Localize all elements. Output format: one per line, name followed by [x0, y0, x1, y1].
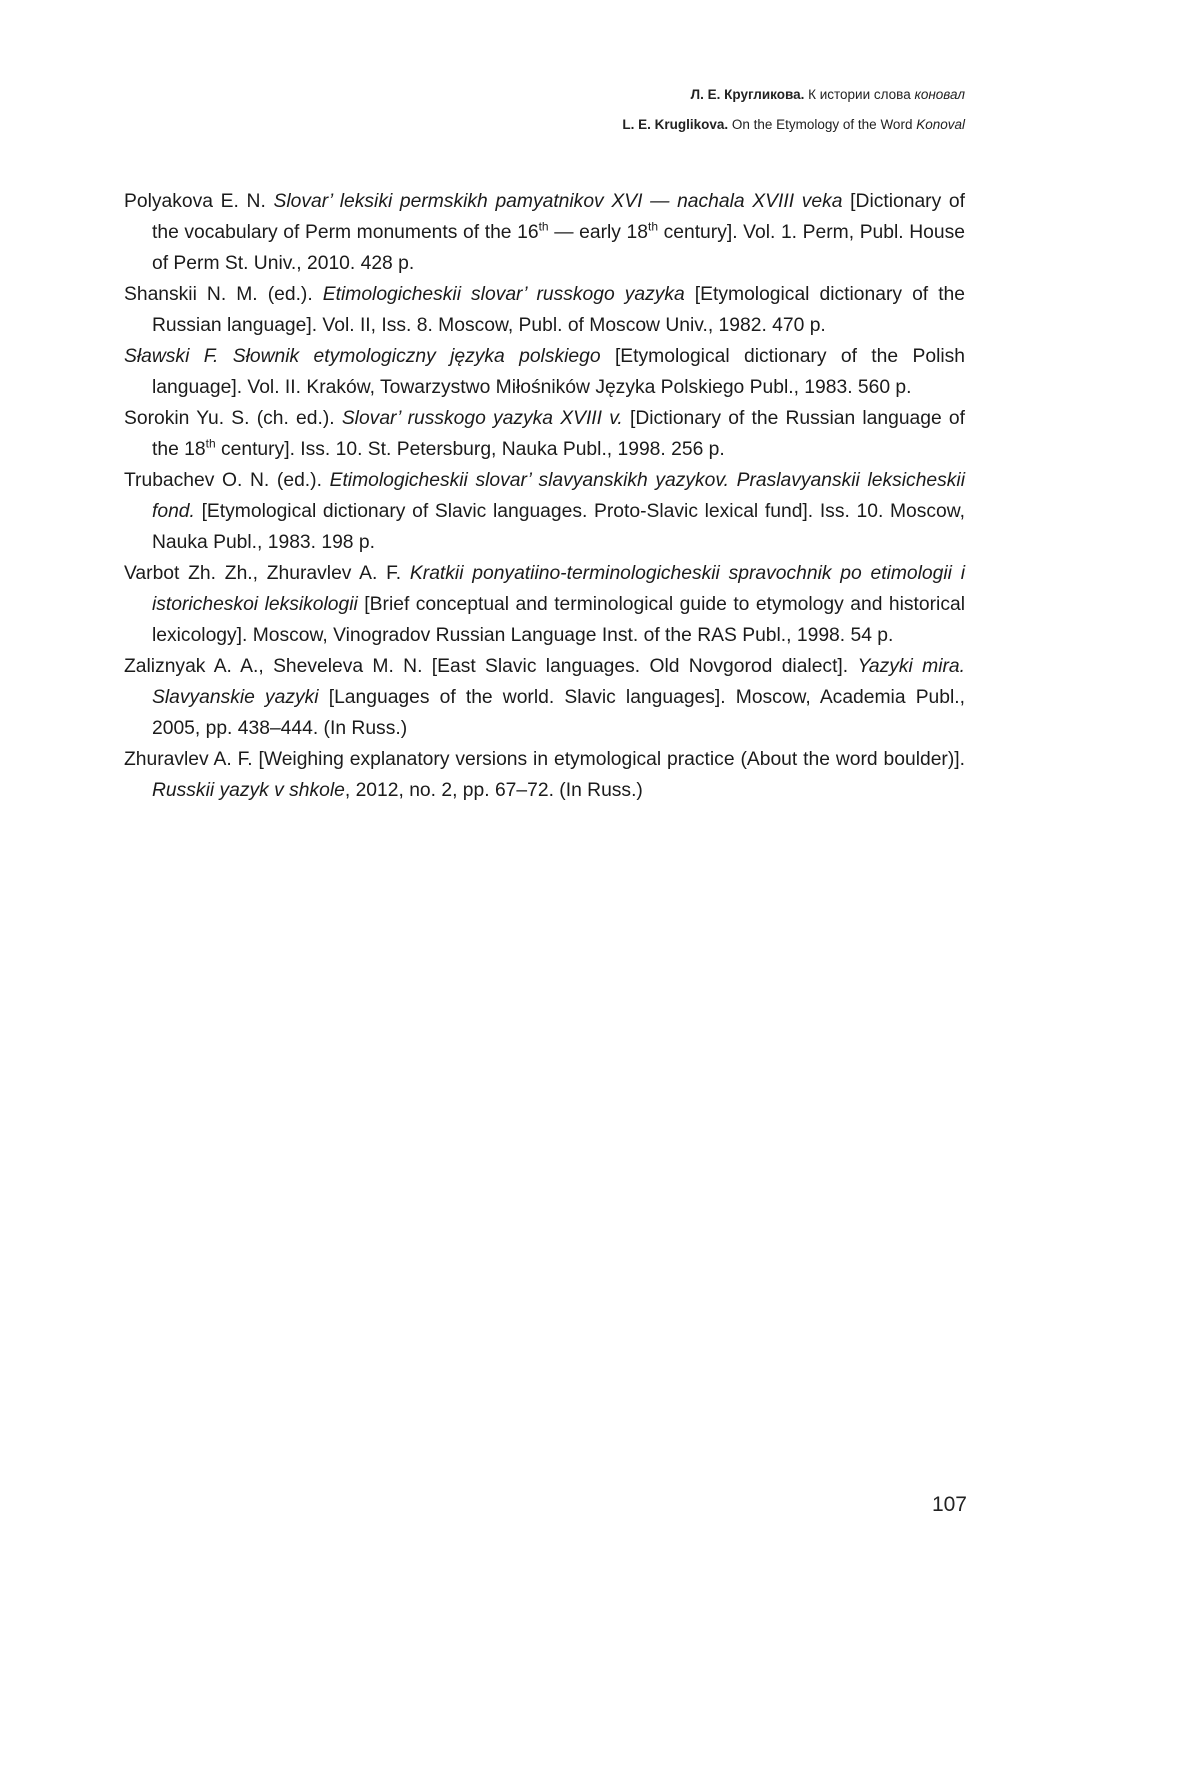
ref-text: [Etymological dictionary of the Polish language]. Vol. II. Kraków, Towarzystwo Miłośników Języka Polskiego Publ., 1983. 560 p.	[152, 346, 965, 398]
ref-text: — early 18	[548, 222, 648, 243]
reference-polyakova	[124, 186, 965, 279]
running-header-en	[622, 110, 965, 140]
reference-slawski	[124, 341, 965, 403]
reference-trubachev	[124, 465, 965, 558]
ref-author-title: Sławski F. Słownik etymologiczny języka polskiego	[124, 346, 601, 367]
ref-author: Polyakova E. N.	[124, 191, 274, 212]
ref-text: [Etymological dictionary of the Russian language]. Vol. II, Iss. 8. Moscow, Publ. of Moscow Univ., 1982. 470 p.	[152, 284, 965, 336]
ref-author: Zhuravlev A. F. [Weighing explanatory versions in etymological practice (About the word boulder)].	[124, 749, 965, 770]
ref-title: Russkii yazyk v shkole	[152, 780, 345, 801]
ref-text: [Dictionary of the vocabulary of Perm monuments of the 16	[152, 191, 965, 243]
header-title-en: On the Etymology of the Word	[728, 117, 917, 132]
reference-list	[124, 186, 965, 806]
ref-title: Etimologicheskii slovar’ russkogo yazyka	[322, 284, 685, 305]
ref-title: Etimologicheskii slovar’ slavyanskikh yazykov. Praslavyanskii leksicheskii fond.	[152, 470, 965, 522]
ref-sup: th	[647, 219, 658, 234]
ref-title: Kratkii ponyatiino-terminologicheskii spravochnik po etimologii i istoricheskoi leksikologii	[152, 563, 965, 615]
header-word-en: Konoval	[916, 117, 965, 132]
ref-author: Zaliznyak A. A., Sheveleva M. N. [East Slavic languages. Old Novgorod dialect].	[124, 656, 858, 677]
reference-shanskii	[124, 279, 965, 341]
header-author-ru: Л. Е. Кругликова.	[690, 87, 805, 102]
ref-text: [Etymological dictionary of Slavic languages. Proto-Slavic lexical fund]. Iss. 10. Moscow, Nauka Publ., 1983. 198 p.	[152, 501, 965, 553]
ref-author: Shanskii N. M. (ed.).	[124, 284, 323, 305]
ref-title: Slovar’ leksiki permskikh pamyatnikov XVI — nachala XVIII veka	[273, 191, 843, 212]
ref-sup: th	[205, 436, 216, 451]
page-number: 107	[931, 1493, 967, 1516]
ref-author: Trubachev O. N. (ed.).	[124, 470, 330, 491]
ref-sup: th	[538, 219, 549, 234]
ref-text: [Dictionary of the Russian language of the 18	[152, 408, 965, 460]
reference-zhuravlev	[124, 744, 965, 806]
running-header	[622, 80, 965, 140]
ref-text: [Languages of the world. Slavic languages]. Moscow, Academia Publ., 2005, pp. 438–444. (In Russ.)	[152, 687, 966, 739]
ref-author: Sorokin Yu. S. (ch. ed.).	[124, 408, 342, 429]
header-author-en: L. E. Kruglikova.	[622, 117, 729, 132]
reference-varbot	[124, 558, 965, 651]
ref-title: Yazyki mira. Slavyanskie yazyki	[152, 656, 965, 708]
header-title-ru: К истории слова	[804, 87, 915, 102]
header-word-ru: коновал	[914, 87, 965, 102]
ref-title: Slovar’ russkogo yazyka XVIII v.	[341, 408, 623, 429]
ref-text: [Brief conceptual and terminological guide to etymology and historical lexicology]. Moscow, Vinogradov Russian Language Inst. of the RAS Publ., 1998. 54 p.	[152, 594, 965, 646]
ref-author: Varbot Zh. Zh., Zhuravlev A. F.	[124, 563, 410, 584]
ref-text: century]. Vol. 1. Perm, Publ. House of Perm St. Univ., 2010. 428 p.	[152, 222, 965, 274]
reference-zaliznyak	[124, 651, 965, 744]
reference-sorokin	[124, 403, 965, 465]
ref-text: , 2012, no. 2, pp. 67–72. (In Russ.)	[344, 780, 643, 801]
ref-text: century]. Iss. 10. St. Petersburg, Nauka Publ., 1998. 256 p.	[215, 439, 725, 460]
running-header-ru	[622, 80, 965, 110]
